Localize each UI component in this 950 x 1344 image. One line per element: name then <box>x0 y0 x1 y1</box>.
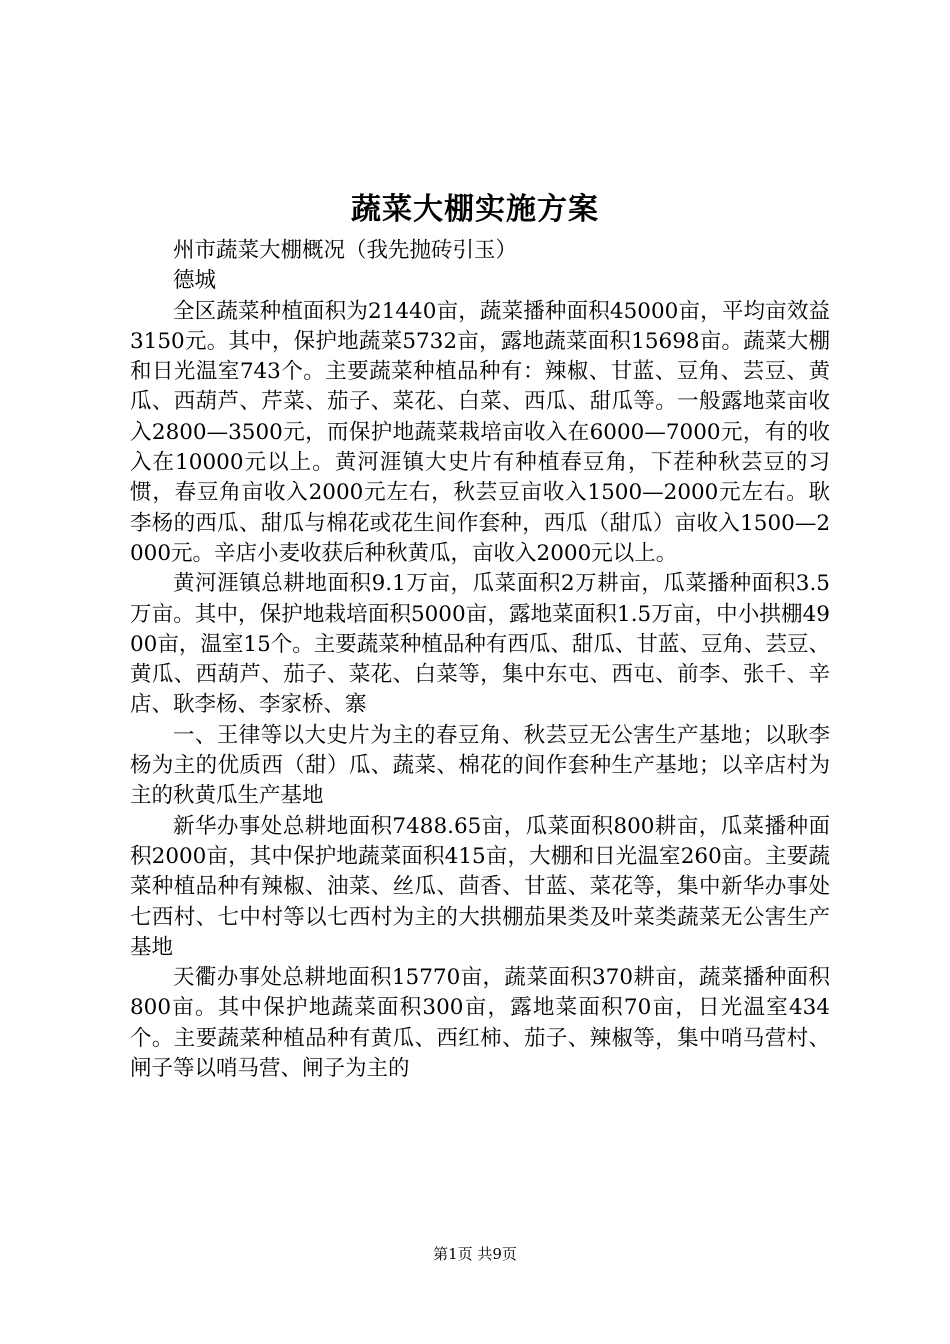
page-number: 第1页 共9页 <box>433 1245 517 1263</box>
document-author: 德城 <box>173 268 217 294</box>
paragraph: 天衢办事处总耕地面积15770亩，蔬菜面积370耕亩，蔬菜播种面积800亩。其中保护地蔬菜面积300亩，露地菜面积70亩，日光温室434个。主要蔬菜种植品种有黄瓜、西红柿、茄子、辣椒等，集中哨马营村、闸子等以哨马营、闸子为主的 <box>130 965 830 1082</box>
document-title: 蔬菜大棚实施方案 <box>351 192 599 227</box>
paragraph: 黄河涯镇总耕地面积9.1万亩，瓜菜面积2万耕亩，瓜菜播种面积3.5万亩。其中，保护地栽培面积5000亩，露地菜面积1.5万亩，中小拱棚4900亩，温室15个。主要蔬菜种植品种有西瓜、甜瓜、甘蓝、豆角、芸豆、黄瓜、西葫芦、茄子、菜花、白菜等，集中东屯、西屯、前李、张千、辛店、耿李杨、李家桥、寨 <box>130 571 830 718</box>
paragraph: 新华办事处总耕地面积7488.65亩，瓜菜面积800耕亩，瓜菜播种面积2000亩，其中保护地蔬菜面积415亩，大棚和日光温室260亩。主要蔬菜种植品种有辣椒、油菜、丝瓜、茴香、甘蓝、菜花等，集中新华办事处七西村、七中村等以七西村为主的大拱棚茄果类及叶菜类蔬菜无公害生产基地 <box>130 813 830 960</box>
document-subtitle: 州市蔬菜大棚概况（我先抛砖引玉） <box>173 238 518 263</box>
document-body <box>130 236 830 1084</box>
paragraph: 全区蔬菜种植面积为21440亩，蔬菜播种面积45000亩，平均亩效益3150元。其中，保护地蔬菜5732亩，露地蔬菜面积15698亩。蔬菜大棚和日光温室743个。主要蔬菜种植品种有：辣椒、甘蓝、豆角、芸豆、黄瓜、西葫芦、芹菜、茄子、菜花、白菜、西瓜、甜瓜等。一般露地菜亩收入2800—3500元，而保护地蔬菜栽培亩收入在6000—7000元，有的收入在10000元以上。黄河涯镇大史片有种植春豆角，下茬种秋芸豆的习惯，春豆角亩收入2000元左右，秋芸豆亩收入1500—2000元左右。耿李杨的西瓜、甜瓜与棉花或花生间作套种，西瓜（甜瓜）亩收入1500—2000元。辛店小麦收获后种秋黄瓜，亩收入2000元以上。 <box>130 298 830 566</box>
paragraph: 一、王律等以大史片为主的春豆角、秋芸豆无公害生产基地；以耿李杨为主的优质西（甜）瓜、蔬菜、棉花的间作套种生产基地；以辛店村为主的秋黄瓜生产基地 <box>130 722 830 809</box>
